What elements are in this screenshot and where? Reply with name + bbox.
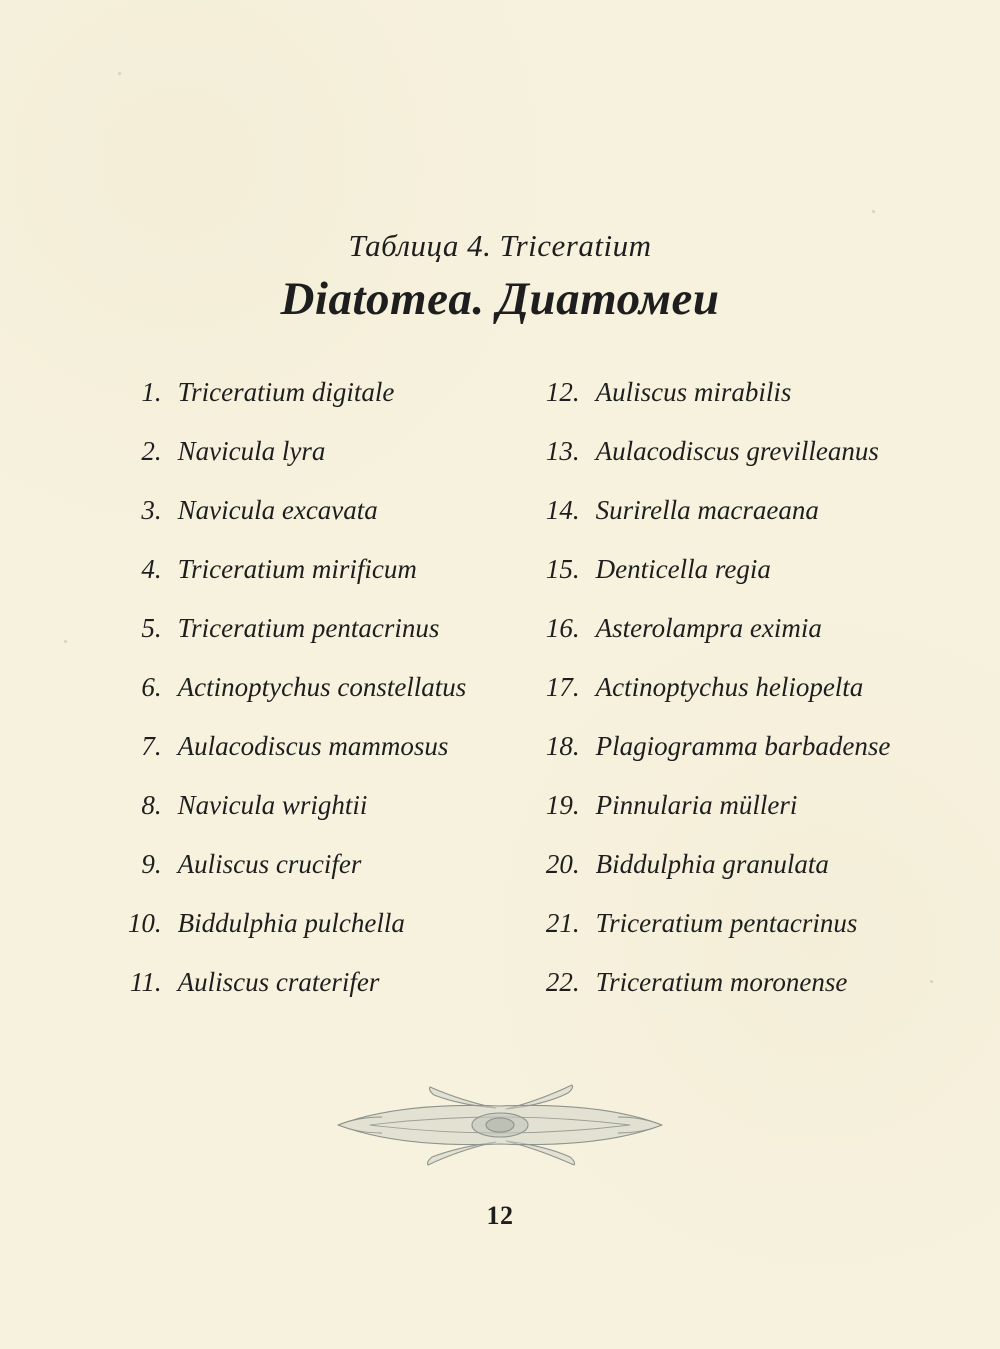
item-name: Actinoptychus constellatus: [177, 672, 467, 702]
item-name: Aulacodiscus grevilleanus: [595, 436, 879, 466]
item-number: 12.: [545, 377, 580, 407]
item-number: 7.: [141, 731, 162, 761]
list-item: [110, 553, 470, 612]
item-number: 1.: [141, 377, 162, 407]
item-number: 22.: [545, 967, 580, 997]
plate-subtitle: Diatomea. Диатомеи: [280, 273, 720, 325]
list-item: [110, 376, 470, 435]
item-name: Plagiogramma barbadense: [595, 731, 891, 761]
plate-index-right-column: [528, 376, 891, 1025]
item-name: Navicula lyra: [177, 436, 326, 466]
list-item: [110, 789, 470, 848]
list-item: [528, 789, 891, 848]
item-name: Denticella regia: [595, 554, 771, 584]
list-item: [528, 671, 891, 730]
list-item: [110, 612, 470, 671]
item-number: 17.: [545, 672, 580, 702]
list-item: [110, 435, 470, 494]
item-name: Auliscus craterifer: [177, 967, 380, 997]
list-item: [528, 376, 891, 435]
plate-index: [0, 376, 1000, 1025]
plate-index-left-column: [110, 376, 470, 1025]
plate-title: Таблица 4. Triceratium: [348, 228, 652, 263]
item-number: 3.: [141, 495, 162, 525]
paper-speck: [64, 640, 67, 643]
list-item: [528, 612, 891, 671]
item-number: 11.: [129, 967, 162, 997]
list-item: [110, 966, 470, 1025]
item-number: 21.: [545, 908, 580, 938]
paper-speck: [118, 72, 121, 75]
item-number: 6.: [141, 672, 162, 702]
item-name: Aulacodiscus mammosus: [177, 731, 449, 761]
list-item: [110, 730, 470, 789]
list-item: [528, 848, 891, 907]
item-name: Triceratium pentacrinus: [177, 613, 440, 643]
item-name: Asterolampra eximia: [595, 613, 822, 643]
item-number: 10.: [127, 908, 162, 938]
item-name: Actinoptychus heliopelta: [595, 672, 864, 702]
plate-list-left: [110, 376, 470, 1025]
list-item: [528, 730, 891, 789]
item-name: Auliscus mirabilis: [595, 377, 792, 407]
item-number: 2.: [141, 436, 162, 466]
item-name: Pinnularia mülleri: [595, 790, 798, 820]
item-name: Auliscus crucifer: [177, 849, 362, 879]
list-item: [110, 494, 470, 553]
item-name: Triceratium moronense: [595, 967, 848, 997]
list-item: [110, 671, 470, 730]
diatom-ornament-icon: [330, 1075, 670, 1175]
list-item: [110, 848, 470, 907]
item-number: 4.: [141, 554, 162, 584]
list-item: [528, 907, 891, 966]
list-item: [528, 553, 891, 612]
item-name: Biddulphia pulchella: [177, 908, 405, 938]
ornament-container: [0, 1075, 1000, 1175]
item-number: 15.: [545, 554, 580, 584]
page-number: 12: [486, 1201, 514, 1230]
item-number: 20.: [545, 849, 580, 879]
item-name: Navicula excavata: [177, 495, 378, 525]
item-name: Navicula wrightii: [177, 790, 368, 820]
item-name: Triceratium mirificum: [177, 554, 417, 584]
list-item: [528, 966, 891, 1025]
item-number: 18.: [545, 731, 580, 761]
item-name: Triceratium digitale: [177, 377, 395, 407]
list-item: [528, 435, 891, 494]
item-name: Surirella macraeana: [595, 495, 819, 525]
item-number: 19.: [545, 790, 580, 820]
item-name: Triceratium pentacrinus: [595, 908, 858, 938]
plate-list-right: [528, 376, 891, 1025]
list-item: [528, 494, 891, 553]
item-number: 13.: [545, 436, 580, 466]
item-number: 16.: [545, 613, 580, 643]
item-number: 14.: [545, 495, 580, 525]
item-number: 5.: [141, 613, 162, 643]
item-number: 8.: [141, 790, 162, 820]
item-number: 9.: [141, 849, 162, 879]
paper-speck: [872, 210, 875, 213]
paper-speck: [930, 980, 933, 983]
list-item: [110, 907, 470, 966]
item-name: Biddulphia granulata: [595, 849, 829, 879]
